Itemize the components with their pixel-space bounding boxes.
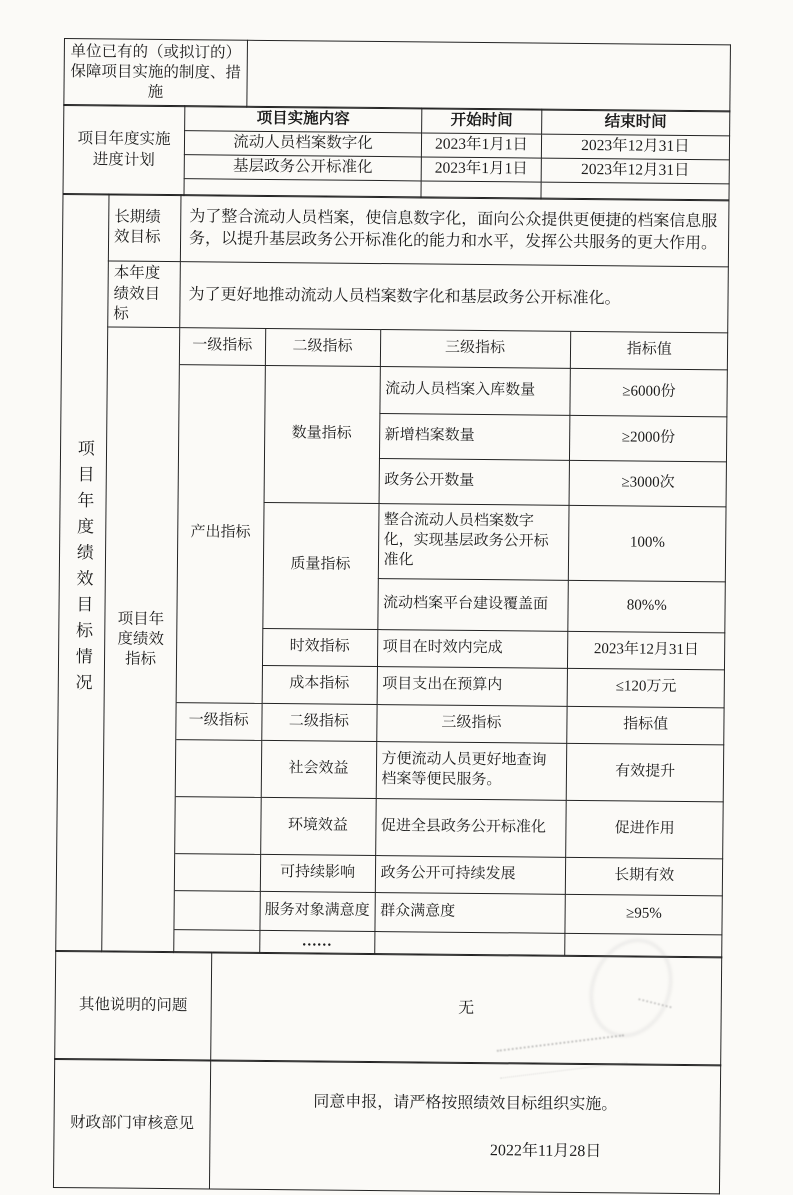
- indicator-name: 项目支出在预算内: [377, 666, 567, 706]
- indicator-name: 政务公开数量: [379, 458, 569, 505]
- indicators-table: [174, 328, 728, 957]
- quality-indicator-label: 质量指标: [262, 502, 378, 629]
- schedule-label: 项目年度实施进度计划: [63, 105, 185, 196]
- indicator-value: ≤120万元: [567, 668, 725, 708]
- safeguard-label: 单位已有的（或拟订的）保障项目实施的制度、措施: [64, 39, 248, 108]
- review-date: 2022年11月28日: [489, 1142, 602, 1161]
- other-issues-label: 其他说明的问题: [55, 950, 212, 1060]
- indicator-row: [174, 890, 722, 934]
- indicator-row: [179, 364, 727, 416]
- review-label: 财政部门审核意见: [53, 1059, 210, 1189]
- annual-goal-text: 为了更好地推动流动人员档案数字化和基层政务公开标准化。: [180, 262, 729, 333]
- environment-benefit-label: 环境效益: [260, 797, 376, 855]
- empty-cell: [175, 853, 260, 891]
- other-issues-section: [54, 950, 722, 1066]
- schedule-header-end: 结束时间: [542, 109, 730, 136]
- sustainability-label: 可持续影响: [260, 854, 375, 892]
- empty-cell: [174, 929, 259, 952]
- satisfaction-label: 服务对象满意度: [259, 891, 374, 931]
- indicator-value: 有效提升: [566, 743, 725, 802]
- header-level1: 一级指标: [180, 328, 265, 365]
- indicator-value: 80%%: [567, 580, 725, 633]
- header-level3: 三级指标: [380, 330, 570, 368]
- time-indicator-label: 时效指标: [262, 628, 377, 666]
- indicator-value: ≥3000次: [569, 460, 727, 507]
- header-level1: 一级指标: [176, 702, 261, 740]
- schedule-header-start: 开始时间: [422, 108, 542, 134]
- indicator-name: 流动人员档案入库数量: [379, 366, 569, 415]
- indicator-value: ≥6000份: [569, 368, 727, 417]
- indicator-row: [176, 739, 725, 801]
- header-level3: 三级指标: [376, 704, 566, 743]
- ellipsis-cell: ……: [259, 930, 374, 954]
- indicator-name: 新增档案数量: [379, 413, 569, 460]
- review-section: [53, 1058, 721, 1194]
- long-term-goal-text: 为了整合流动人员档案，使信息数字化，面向公众提供更便捷的档案信息服务，以提升基层政务公开标准化的能力和水平，发挥公共服务的更大作用。: [180, 195, 729, 267]
- form-table: [53, 38, 730, 1195]
- schedule-content: 流动人员档案数字化: [184, 131, 421, 157]
- review-opinion-text: 同意申报，请严格按照绩效目标组织实施。: [313, 1093, 618, 1114]
- indicator-name: 促进全县政务公开标准化: [375, 798, 566, 857]
- header-value: 指标值: [570, 332, 728, 370]
- cost-indicator-label: 成本指标: [262, 665, 377, 704]
- output-indicator-label: 产出指标: [177, 364, 265, 703]
- indicators-header-row: [176, 702, 724, 744]
- indicator-value: 长期有效: [565, 857, 723, 896]
- indicator-value: 100%: [568, 505, 727, 582]
- safeguard-value-cell: [247, 40, 731, 112]
- indicator-value: 促进作用: [565, 800, 724, 859]
- header-level2: 二级指标: [261, 703, 376, 741]
- empty-cell: [174, 890, 259, 930]
- other-issues-value: 无: [211, 952, 722, 1066]
- indicator-name: 政务公开可持续发展: [375, 855, 565, 894]
- schedule-end-date: 2023年12月31日: [541, 134, 729, 160]
- indicator-name: 项目在时效内完成: [377, 629, 567, 668]
- indicator-name: 流动档案平台建设覆盖面: [377, 578, 567, 631]
- indicators-table-cell: [174, 327, 728, 957]
- schedule-header-content: 项目实施内容: [185, 106, 422, 133]
- empty-cell: [176, 739, 262, 797]
- annual-goal-label: 本年度绩效目标: [108, 261, 181, 327]
- review-content-cell: [209, 1060, 720, 1194]
- indicator-name: 方便流动人员更好地查询档案等便民服务。: [376, 741, 567, 800]
- schedule-start-date: 2023年1月1日: [421, 157, 541, 182]
- indicator-row: [175, 853, 723, 895]
- performance-vertical-label-text: 项目年度绩效目标情况: [72, 439, 94, 700]
- indicator-row: [175, 796, 724, 858]
- social-benefit-label: 社会效益: [261, 740, 377, 798]
- indicators-header-row: [180, 328, 728, 370]
- empty-cell: [175, 796, 261, 854]
- empty-cell: [374, 931, 564, 955]
- indicator-value: ≥95%: [564, 894, 722, 935]
- indicator-value: 2023年12月31日: [567, 631, 725, 670]
- quantity-indicator-label: 数量指标: [264, 365, 380, 503]
- empty-cell: [564, 933, 722, 957]
- indicators-label: 项目年度绩效指标: [102, 327, 180, 953]
- long-term-goal-label: 长期绩效目标: [108, 194, 181, 262]
- indicator-value: ≥2000份: [569, 415, 727, 462]
- safeguard-section: [63, 38, 731, 112]
- performance-vertical-label: [56, 194, 109, 952]
- performance-section: [55, 193, 729, 958]
- schedule-content: 基层政务公开标准化: [184, 155, 421, 181]
- indicator-name: 整合流动人员档案数字化，实现基层政务公开标准化: [378, 503, 569, 580]
- header-level2: 二级指标: [265, 329, 380, 367]
- header-value: 指标值: [566, 706, 724, 745]
- schedule-start-date: 2023年1月1日: [421, 133, 541, 158]
- schedule-end-date: 2023年12月31日: [541, 158, 729, 184]
- indicator-name: 群众满意度: [374, 892, 564, 933]
- schedule-section: [62, 104, 730, 201]
